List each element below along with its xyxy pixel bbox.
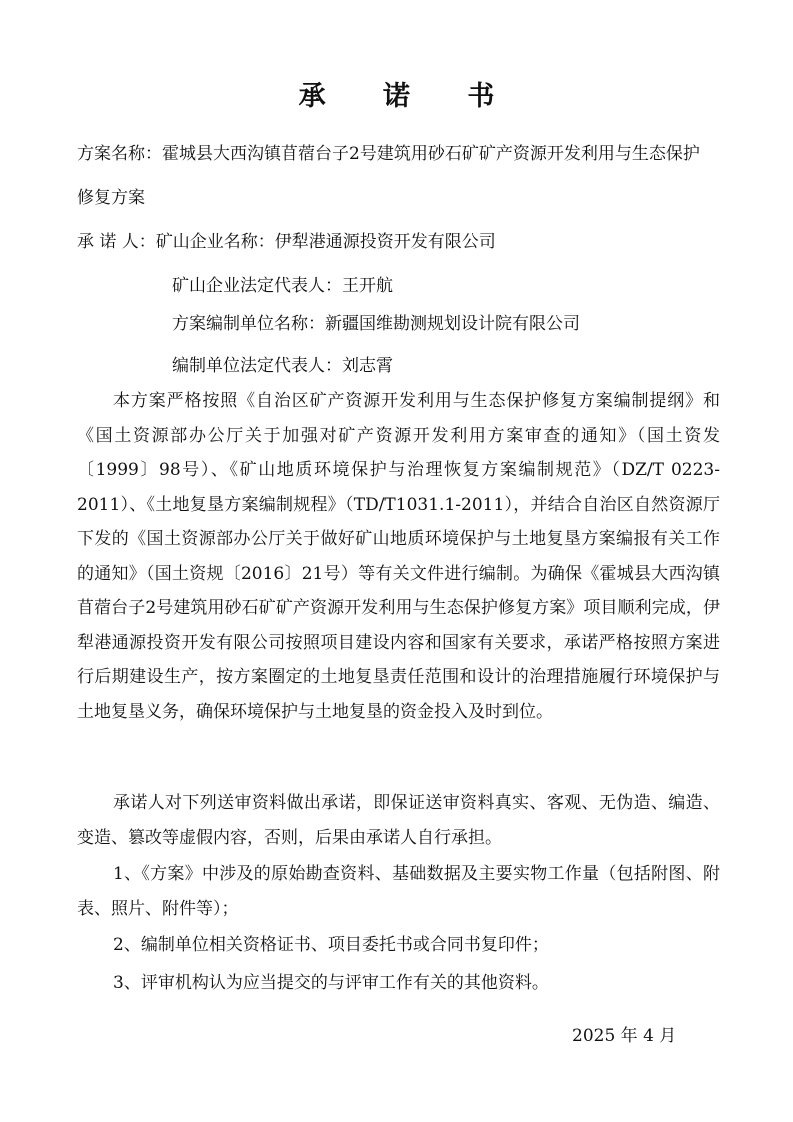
- list-item: 3、评审机构认为应当提交的与评审工作有关的其他资料。: [113, 973, 549, 993]
- scheme-name-continuation: 修复方案: [77, 188, 145, 208]
- list-item: 1、《方案》中涉及的原始勘查资料、基础数据及主要实物工作量（包括附图、附表、照片、附件等）；: [77, 864, 720, 919]
- compiler-unit-name: 方案编制单位名称：新疆国维勘测规划设计院有限公司: [172, 314, 580, 334]
- scheme-name-label: 方案名称：: [77, 144, 162, 164]
- list-item: 2、编制单位相关资格证书、项目委托书或合同书复印件；: [113, 935, 549, 955]
- document-date: 2025 年 4 月: [572, 1026, 677, 1046]
- committer-line: [77, 231, 496, 253]
- mine-legal-representative: 矿山企业法定代表人：王开航: [172, 276, 393, 296]
- compiler-legal-representative: 编制单位法定代表人：刘志霄: [172, 356, 393, 376]
- mine-company-name: 矿山企业名称：伊犁港通源投资开发有限公司: [155, 232, 496, 252]
- scheme-name-line: [77, 143, 700, 165]
- document-title: 承 诺 书: [298, 81, 519, 112]
- committer-label: 承 诺 人：: [77, 232, 156, 252]
- commitment-paragraph: 本方案严格按照《自治区矿产资源开发利用与生态保护修复方案编制提纲》和《国土资源部办公厅关于加强对矿产资源开发利用方案审查的通知》（国土资发〔1999〕98号）、《矿山地质环境保护与治理恢复方案编制规范》（DZ/T 0223-2011）、《土地复垦方案编制规程》（TD/T1031.1-2011），并结合自治区自然资源厅下发的《国土资源部办公厅关于做好矿山地质环境保护与土地复垦方案编报有关工作的通知》（国土资规〔2016〕21号）等有关文件进行编制。为确保《霍城县大西沟镇苜蓿台子2号建筑用砂石矿矿产资源开发利用与生态保护修复方案》项目顺利完成，伊犁港通源投资开发有限公司按照项目建设内容和国家有关要求，承诺严格按照方案进行后期建设生产，按方案圈定的土地复垦责任范围和设计的治理措施履行环境保护与土地复垦义务，确保环境保护与土地复垦的资金投入及时到位。: [77, 391, 720, 722]
- declaration-paragraph: 承诺人对下列送审资料做出承诺，即保证送审资料真实、客观、无伪造、编造、变造、篡改等虚假内容，否则，后果由承诺人自行承担。: [77, 793, 720, 848]
- scheme-name-value: 霍城县大西沟镇苜蓿台子2号建筑用砂石矿矿产资源开发利用与生态保护: [162, 144, 700, 164]
